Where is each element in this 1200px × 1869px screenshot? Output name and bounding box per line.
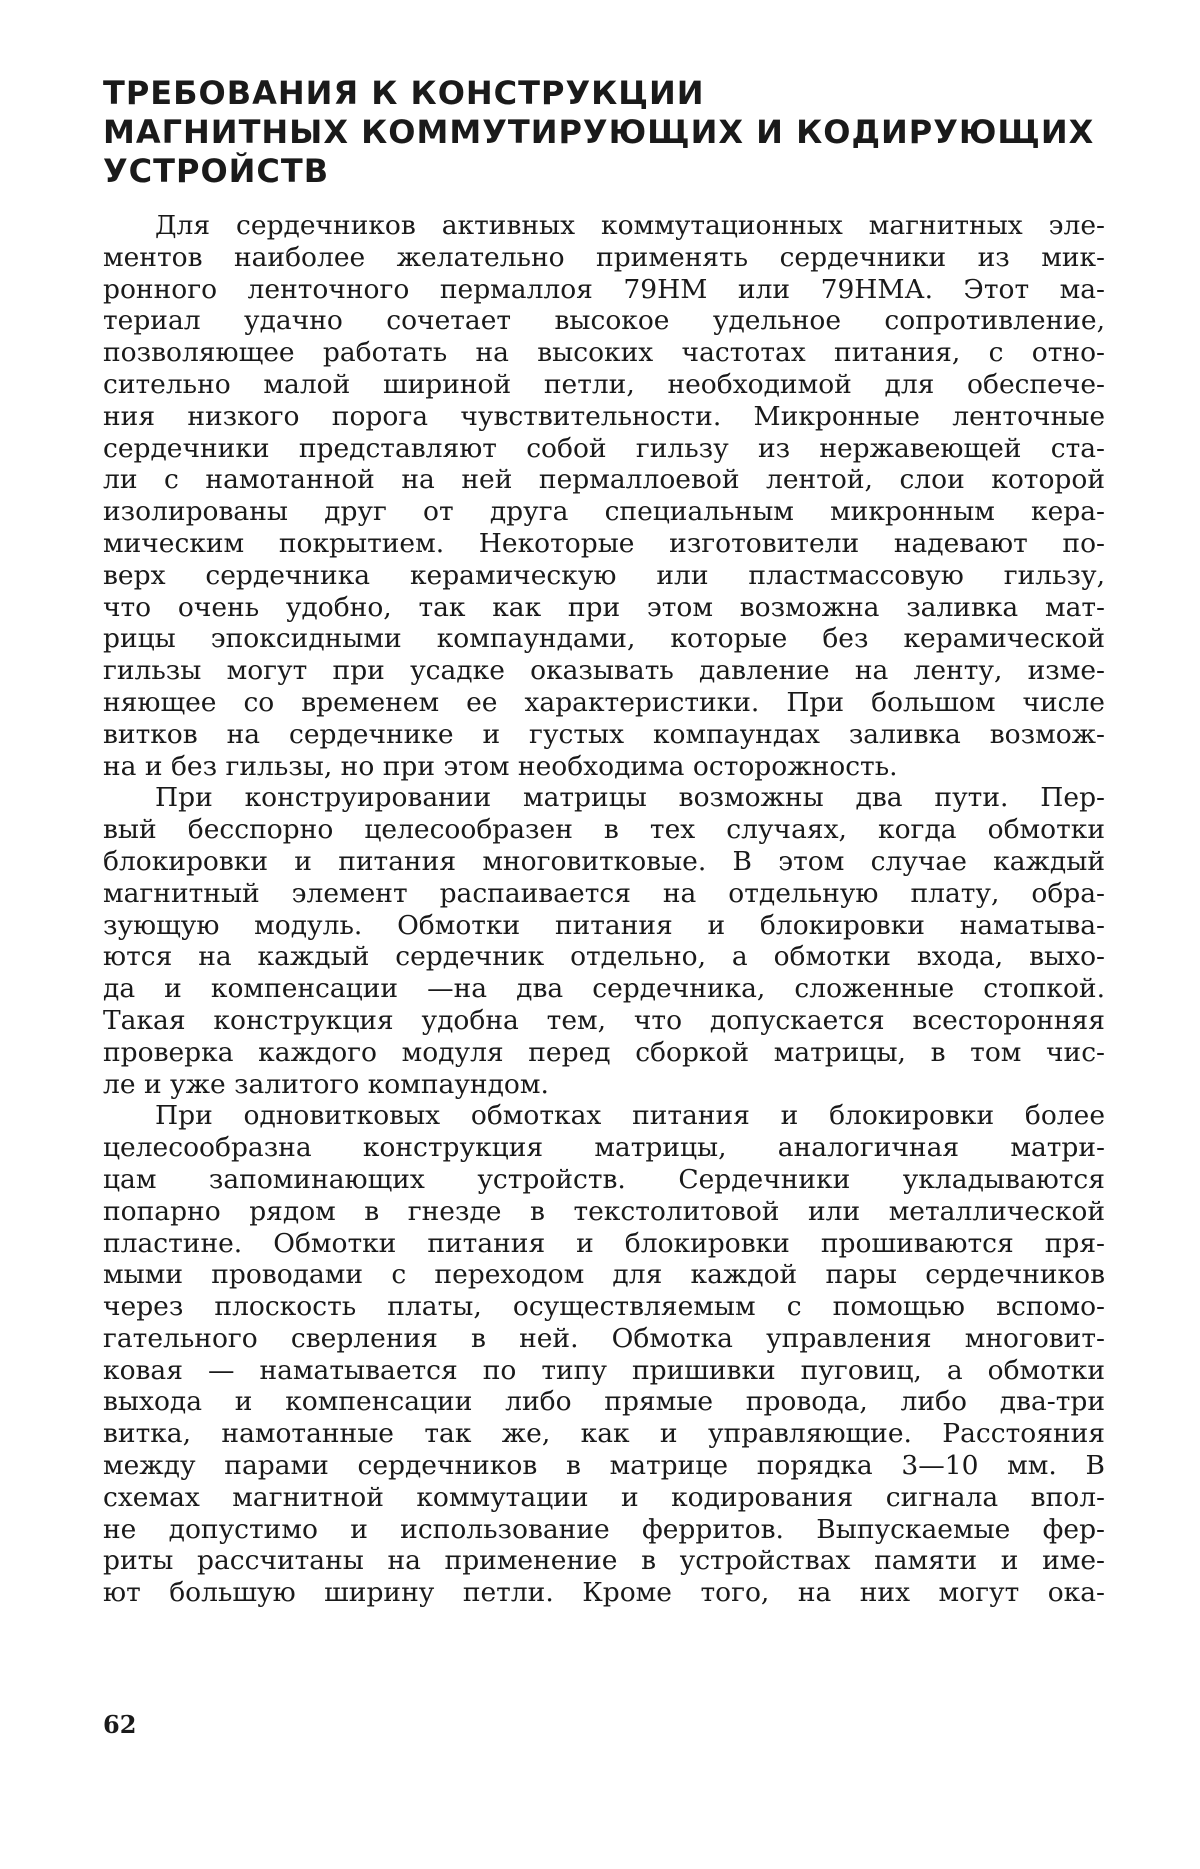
page-number: 62 <box>103 1710 137 1739</box>
text-line: между парами сердечников в матрице порядка 3—10 мм. В <box>103 1450 1105 1482</box>
text-line: пластине. Обмотки питания и блокировки прошиваются пря- <box>103 1227 1105 1259</box>
text-line: Для сердечников активных коммутационных магнитных эле- <box>155 210 1105 241</box>
heading-line: ТРЕБОВАНИЯ К КОНСТРУКЦИИ <box>103 74 705 112</box>
text-line: выхода и компенсации либо прямые провода, либо два-три <box>103 1386 1105 1418</box>
text-line: схемах магнитной коммутации и кодирования сигнала впол- <box>103 1481 1105 1513</box>
text-line: зующую модуль. Обмотки питания и блокировки наматыва- <box>103 909 1105 941</box>
body-text <box>103 210 1105 1609</box>
text-line: ли с намотанной на ней пермаллоевой лентой, слои которой <box>103 464 1105 496</box>
text-line: через плоскость платы, осуществляемым с помощью вспомо- <box>103 1291 1105 1323</box>
text-line: ковая — наматывается по типу пришивки пуговиц, а обмотки <box>103 1354 1105 1386</box>
text-line: ния низкого порога чувствительности. Микронные ленточные <box>103 400 1105 432</box>
text-line: витка, намотанные так же, как и управляющие. Расстояния <box>103 1418 1105 1450</box>
text-line: магнитный элемент распаивается на отдельную плату, обра- <box>103 877 1105 909</box>
text-line: верх сердечника керамическую или пластмассовую гильзу, <box>103 559 1105 591</box>
text-line: При конструировании матрицы возможны два пути. Пер- <box>155 782 1105 814</box>
text-line: проверка каждого модуля перед сборкой матрицы, в том чис- <box>103 1036 1105 1068</box>
text-line: блокировки и питания многовитковые. В этом случае каждый <box>103 845 1105 877</box>
heading-line: МАГНИТНЫХ КОММУТИРУЮЩИХ И КОДИРУЮЩИХ <box>103 113 1095 151</box>
text-line: риты рассчитаны на применение в устройствах памяти и име- <box>103 1545 1105 1577</box>
section-heading <box>103 74 1103 191</box>
text-line: мическим покрытием. Некоторые изготовители надевают по- <box>103 527 1105 559</box>
text-line: витков на сердечнике и густых компаундах заливка возмож- <box>103 718 1105 750</box>
text-line: попарно рядом в гнезде в текстолитовой или металлической <box>103 1195 1105 1227</box>
text-line: гильзы могут при усадке оказывать давление на ленту, изме- <box>103 655 1105 687</box>
text-line: позволяющее работать на высоких частотах питания, с отно- <box>103 337 1105 369</box>
text-line: цам запоминающих устройств. Сердечники укладываются <box>103 1163 1105 1195</box>
paragraph-1 <box>103 210 1105 782</box>
paragraph-2 <box>103 782 1105 1100</box>
text-line: гательного сверления в ней. Обмотка управления многовит- <box>103 1322 1105 1354</box>
text-line: на и без гильзы, но при этом необходима осторожность. <box>103 750 898 782</box>
text-line: да и компенсации —на два сердечника, сложенные стопкой. <box>103 973 1105 1005</box>
text-line: что очень удобно, так как при этом возможна заливка мат- <box>103 591 1105 623</box>
text-line: ронного ленточного пермаллоя 79НМ или 79НМА. Этот ма- <box>103 273 1105 305</box>
text-line: Такая конструкция удобна тем, что допускается всесторонняя <box>103 1004 1105 1036</box>
text-line: изолированы друг от друга специальным микронным кера- <box>103 496 1105 528</box>
text-line: ют большую ширину петли. Кроме того, на них могут ока- <box>103 1577 1105 1609</box>
heading-line: УСТРОЙСТВ <box>103 152 330 190</box>
text-line: вый бесспорно целесообразен в тех случаях, когда обмотки <box>103 814 1105 846</box>
text-line: сительно малой шириной петли, необходимой для обеспече- <box>103 368 1105 400</box>
text-line: няющее со временем ее характеристики. При большом числе <box>103 686 1105 718</box>
text-line: териал удачно сочетает высокое удельное сопротивление, <box>103 305 1105 337</box>
text-line: мыми проводами с переходом для каждой пары сердечников <box>103 1259 1105 1291</box>
text-line: ются на каждый сердечник отдельно, а обмотки входа, выхо- <box>103 941 1105 973</box>
text-line: При одновитковых обмотках питания и блокировки более <box>155 1100 1105 1132</box>
paragraph-3 <box>103 1100 1105 1609</box>
text-line: ментов наиболее желательно применять сердечники из мик- <box>103 241 1105 273</box>
text-line: не допустимо и использование ферритов. Выпускаемые фер- <box>103 1513 1105 1545</box>
text-line: сердечники представляют собой гильзу из нержавеющей ста- <box>103 432 1105 464</box>
text-line: целесообразна конструкция матрицы, аналогичная матри- <box>103 1132 1105 1164</box>
text-line: рицы эпоксидными компаундами, которые без керамической <box>103 623 1105 655</box>
text-line: ле и уже залитого компаундом. <box>103 1068 549 1100</box>
